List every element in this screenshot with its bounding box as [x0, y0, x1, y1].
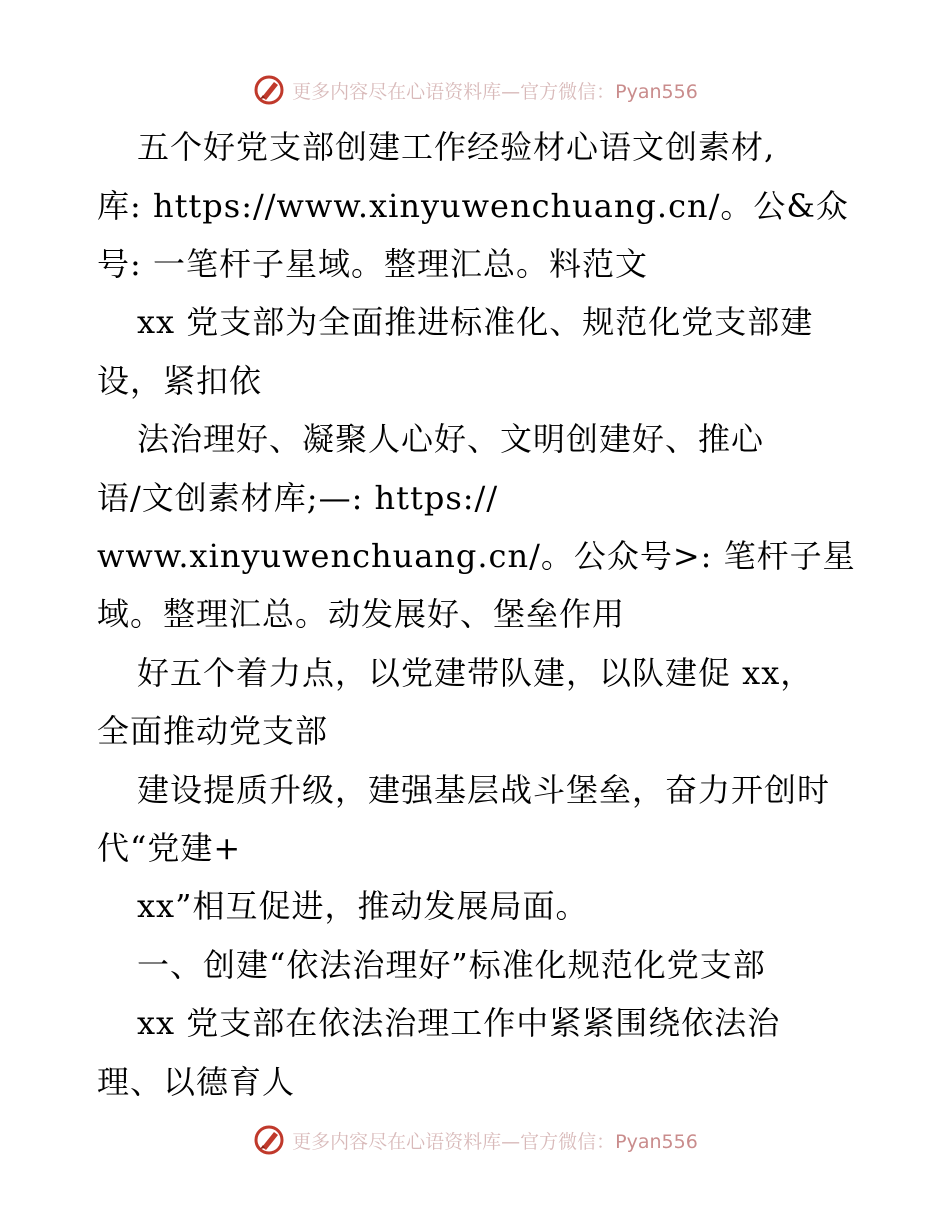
body-line-12: 建设提质升级，建强基层战斗堡垒，奋力开创时: [137, 771, 831, 809]
body-line-17: 理、以德育人: [97, 1063, 296, 1101]
body-line-3: 号: 一笔杆子星域。整理汇总。料范文: [97, 245, 648, 283]
body-line-11: 全面推动党支部: [97, 712, 329, 750]
footer-watermark-id: Pyan556: [615, 1130, 698, 1153]
body-line-6: 法治理好、凝聚人心好、文明创建好、推心: [137, 420, 765, 458]
body-line-13: 代“党建+: [97, 829, 242, 867]
body-line-2: 库: https://www.xinyuwenchuang.cn/。公&众: [97, 187, 849, 225]
brush-logo-icon: [252, 1123, 286, 1157]
header-watermark-label: 更多内容尽在心语资料库—官方微信：: [292, 80, 616, 103]
body-line-10: 好五个着力点，以党建带队建，以队建促 xx，: [137, 654, 814, 692]
body-line-4: xx 党支部为全面推进标准化、规范化党支部建: [137, 303, 814, 341]
body-line-14: xx”相互促进，推动发展局面。: [137, 887, 589, 925]
body-line-5: 设，紧扣依: [97, 362, 263, 400]
header-watermark-id: Pyan556: [615, 80, 698, 103]
body-line-9: 域。整理汇总。动发展好、堡垒作用: [97, 595, 626, 633]
body-line-15: 一、创建“依法治理好”标准化规范化党支部: [137, 946, 766, 984]
body-line-1: 五个好党支部创建工作经验材心语文创素材,: [137, 128, 776, 166]
body-line-8: www.xinyuwenchuang.cn/。公众号>: 笔杆子星: [97, 537, 856, 575]
body-line-7: 语/文创素材库;—: https://: [97, 479, 499, 517]
footer-watermark-label: 更多内容尽在心语资料库—官方微信：: [292, 1130, 616, 1153]
footer-watermark-text: [292, 1127, 698, 1154]
footer-watermark-banner: [0, 1120, 950, 1160]
body-line-16: xx 党支部在依法治理工作中紧紧围绕依法治: [137, 1004, 781, 1042]
